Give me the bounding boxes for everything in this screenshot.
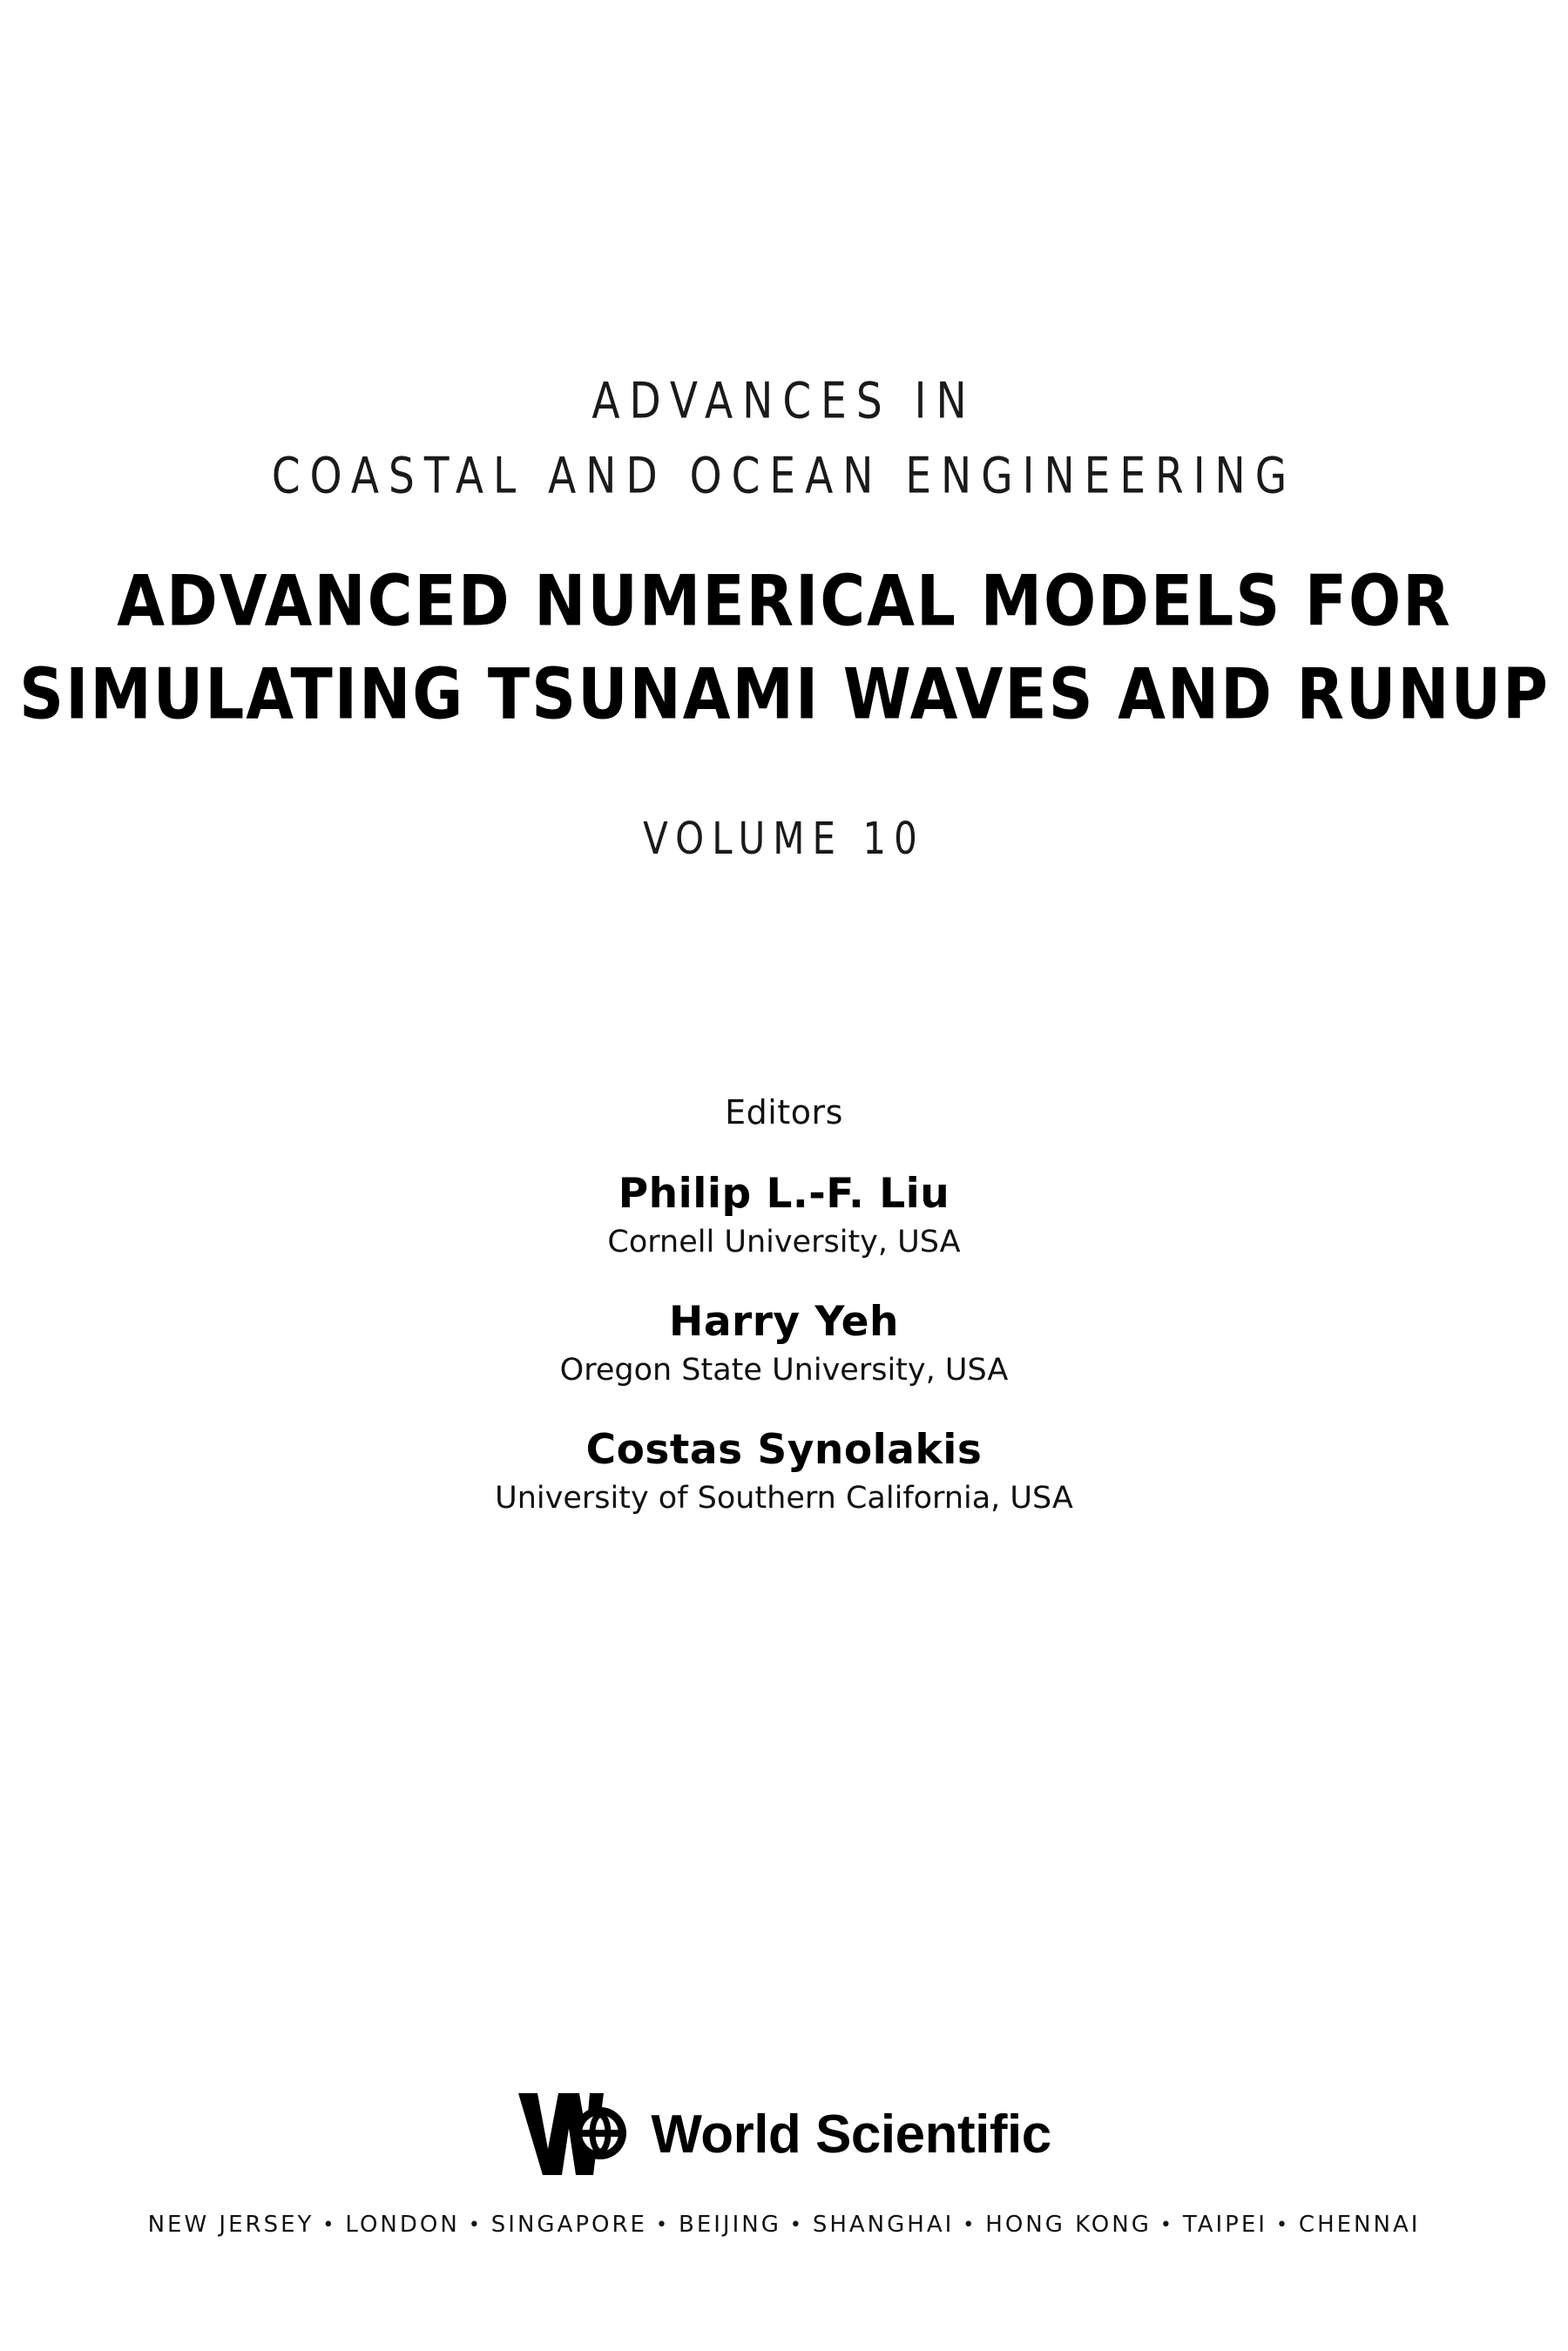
editor-affiliation: Cornell University, USA <box>607 1225 961 1260</box>
publisher-block <box>0 2088 1568 2180</box>
book-title <box>0 560 1568 736</box>
city-name: CHENNAI <box>1298 2212 1421 2238</box>
editor-entry <box>495 1426 1073 1516</box>
editor-name: Costas Synolakis <box>585 1426 983 1475</box>
city-name: TAIPEI <box>1182 2212 1267 2238</box>
series-line-2: COASTAL AND OCEAN ENGINEERING <box>271 446 1297 505</box>
editor-affiliation: Oregon State University, USA <box>559 1353 1009 1388</box>
city-separator: • <box>1275 2214 1290 2236</box>
editor-name: Harry Yeh <box>669 1298 899 1347</box>
series-heading <box>271 371 1297 505</box>
city-separator: • <box>322 2214 337 2236</box>
editor-affiliation: University of Southern California, USA <box>495 1481 1073 1517</box>
series-line-1: ADVANCES IN <box>591 371 977 430</box>
editor-entry <box>495 1298 1073 1388</box>
editor-entry <box>495 1170 1073 1260</box>
editors-section <box>495 1093 1073 1516</box>
city-separator: • <box>656 2214 670 2236</box>
city-name: BEIJING <box>678 2212 781 2238</box>
publisher-cities <box>0 2212 1568 2238</box>
editor-name: Philip L.-F. Liu <box>618 1170 950 1219</box>
city-name: SHANGHAI <box>812 2212 955 2238</box>
city-name: NEW JERSEY <box>147 2212 314 2238</box>
volume-label: VOLUME 10 <box>643 813 925 865</box>
city-name: LONDON <box>345 2212 460 2238</box>
editors-label: Editors <box>725 1093 843 1132</box>
city-name: SINGAPORE <box>490 2212 647 2238</box>
city-separator: • <box>789 2214 804 2236</box>
city-separator: • <box>468 2214 483 2236</box>
city-name: HONG KONG <box>985 2212 1152 2238</box>
city-separator: • <box>1159 2214 1174 2236</box>
book-title-line-1: ADVANCED NUMERICAL MODELS FOR <box>116 560 1452 643</box>
publisher-name: World Scientific <box>651 2104 1051 2165</box>
world-scientific-logo-icon <box>517 2088 632 2180</box>
book-title-line-2: SIMULATING TSUNAMI WAVES AND RUNUP <box>18 653 1550 736</box>
city-separator: • <box>963 2214 977 2236</box>
